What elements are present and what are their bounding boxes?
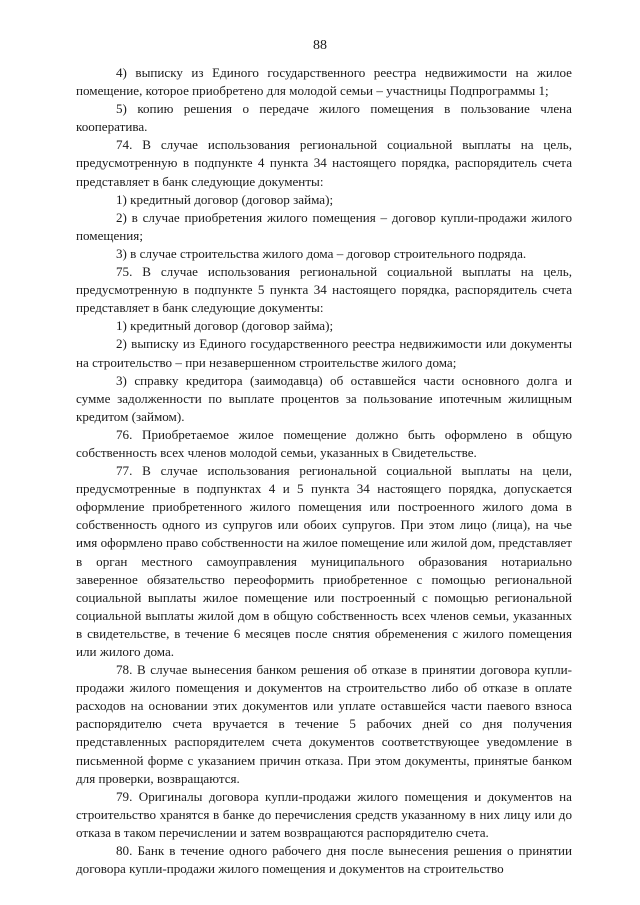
paragraph-clause-80: 80. Банк в течение одного рабочего дня после вынесения решения о принятии договора купли-продажи жилого помещения и документов на строительство <box>76 843 572 877</box>
paragraph-74-item-3: 3) в случае строительства жилого дома – договор строительного подряда. <box>116 245 527 261</box>
page-number: 88 <box>313 38 327 53</box>
paragraph-75-item-3: 3) справку кредитора (заимодавца) об оставшейся части основного долга и сумме задолженности по выплате процентов за пользование ипотечным жилищным кредитом (займом). <box>76 372 572 424</box>
paragraph-item-5-decision-copy: 5) копию решения о передаче жилого помещения в пользование члена кооператива. <box>76 101 572 135</box>
paragraph-clause-76: 76. Приобретаемое жилое помещение должно быть оформлено в общую собственность всех членов молодой семьи, указанных в Свидетельстве. <box>76 426 572 460</box>
paragraph-75-item-1: 1) кредитный договор (договор займа); <box>116 318 334 334</box>
paragraph-clause-78: 78. В случае вынесения банком решения об отказе в принятии договора купли-продажи жилого помещения и документов на строительство либо об отказе в оплате расходов на основании этих документов или уплате оставшейся части паевого взноса распорядителю счета вручается в течение 5 рабочих дней со дня получения представленных распорядителем счета документов соответствующее уведомление в письменной форме с указанием причин отказа. При этом документы, принятые банком для проверки, возвращаются. <box>76 662 572 786</box>
paragraph-item-4-extract: 4) выписку из Единого государственного реестра недвижимости на жилое помещение, которое приобретено для молодой семьи – участницы Подпрограммы 1; <box>76 65 572 99</box>
paragraph-74-item-1: 1) кредитный договор (договор займа); <box>116 191 334 207</box>
paragraph-clause-75: 75. В случае использования региональной социальной выплаты на цель, предусмотренную в подпункте 5 пункта 34 настоящего порядка, распорядитель счета представляет в банк следующие документы: <box>76 264 572 316</box>
paragraph-75-item-2: 2) выписку из Единого государственного реестра недвижимости или документы на строительство – при незавершенном строительстве жилого дома; <box>76 336 572 370</box>
paragraph-clause-77: 77. В случае использования региональной социальной выплаты на цели, предусмотренные в подпунктах 4 и 5 пункта 34 настоящего порядка, допускается оформление приобретенного жилого помещения или построенного жилого дома в собственность одного из супругов или обоих супругов. При этом лицо (лица), на чье имя оформлено право собственности на жилое помещение или жилой дом, представляет в орган местного самоуправления муниципального образования нотариально заверенное обязательство переоформить приобретенное с помощью региональной социальной выплаты жилое помещение или построенный с помощью региональной социальной выплаты жилой дом в общую собственность всех членов семьи, указанных в свидетельстве, в течение 6 месяцев после снятия обременения с жилого помещения или жилого дома. <box>76 463 572 659</box>
document-body <box>76 64 572 878</box>
paragraph-74-item-2: 2) в случае приобретения жилого помещения – договор купли-продажи жилого помещения; <box>76 209 572 243</box>
paragraph-clause-74: 74. В случае использования региональной социальной выплаты на цель, предусмотренную в подпункте 4 пункта 34 настоящего порядка, распорядитель счета представляет в банк следующие документы: <box>76 137 572 189</box>
paragraph-clause-79: 79. Оригиналы договора купли-продажи жилого помещения и документов на строительство хранятся в банке до перечисления средств указанному в них лицу или до отказа в таком перечислении и затем возвращаются распорядителю счета. <box>76 788 572 840</box>
